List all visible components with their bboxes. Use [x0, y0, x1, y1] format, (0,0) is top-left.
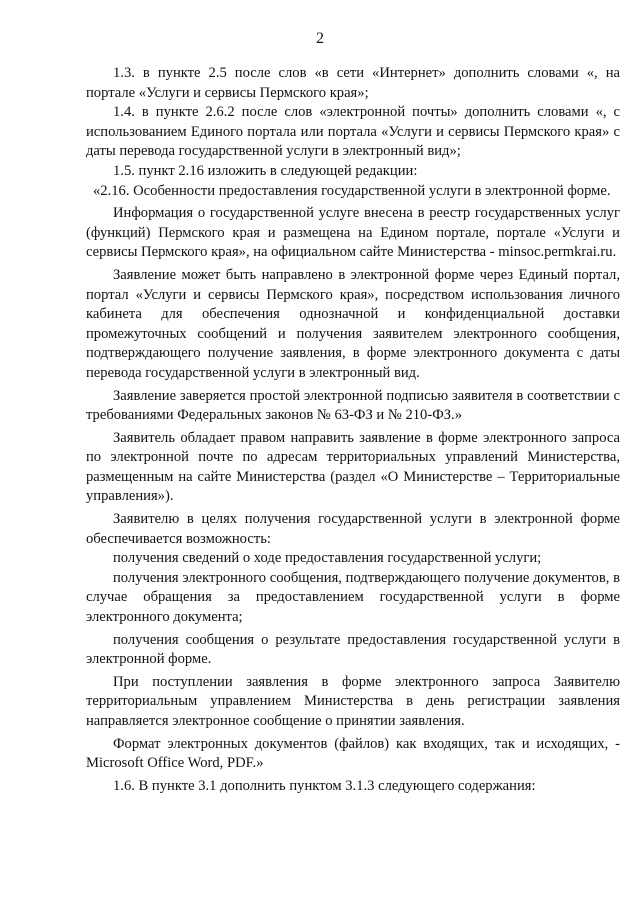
- paragraph-email-request: Заявитель обладает правом направить заявление в форме электронного запроса по электронной почте по адресам территориальных управлений Министерства, размещенным на сайте Министерства (раздел «О Министерстве – Территориальные управления»).: [86, 429, 620, 505]
- paragraph-possibility-intro: Заявителю в целях получения государственной услуги в электронной форме обеспечивается возможность:: [86, 511, 620, 547]
- paragraph-result-message: получения сообщения о результате предоставления государственной услуги в электронной форме.: [86, 631, 620, 668]
- paragraph-signature: Заявление заверяется простой электронной подписью заявителя в соответствии с требованиями Федеральных законов № 63-ФЗ и № 210-ФЗ.»: [86, 387, 620, 424]
- paragraph-info-registry: Информация о государственной услуге внесена в реестр государственных услуг (функций) Пермского края и размещена на Едином портале, портале «Услуги и сервисы Пермского края», на официальном сайте Министерства - minsoc.permkrai.ru.: [86, 205, 620, 261]
- paragraph-1-4: 1.4. в пункте 2.6.2 после слов «электронной почты» дополнить словами «, с использованием Единого портала или портала «Услуги и сервисы Пермского края» с даты перевода государственной услуги в электронный вид»;: [86, 104, 620, 160]
- paragraph-email-receipt: При поступлении заявления в форме электронного запроса Заявителю территориальным управлением Министерства в день регистрации заявления направляется электронное сообщение о принятии заявления.: [86, 673, 620, 729]
- paragraph-electronic-application: Заявление может быть направлено в электронной форме через Единый портал, портал «Услуги и сервисы Пермского края», посредством использования личного кабинета для обеспечения однозначной и конфиденциальной доставки промежуточных сообщений и получения заявителем электронного сообщения, подтверждающего получение заявления, в форме электронного документа с даты перевода государственной услуги в электронный вид.: [86, 266, 620, 381]
- document-body: [86, 64, 620, 799]
- paragraph-1-5: 1.5. пункт 2.16 изложить в следующей редакции:: [113, 162, 418, 179]
- page-number: 2: [316, 30, 324, 47]
- paragraph-file-formats: Формат электронных документов (файлов) как входящих, так и исходящих, - Microsoft Office Word, PDF.»: [86, 735, 620, 772]
- paragraph-2-16-heading: «2.16. Особенности предоставления государственной услуги в электронной форме.: [93, 182, 611, 199]
- paragraph-confirmation-message: получения электронного сообщения, подтверждающего получение документов, в случае обращения за предоставлением государственной услуги в форме электронного документа;: [86, 569, 620, 626]
- paragraph-1-3: 1.3. в пункте 2.5 после слов «в сети «Интернет» дополнить словами «, на портале «Услуги и сервисы Пермского края»;: [86, 65, 620, 101]
- paragraph-progress-info: получения сведений о ходе предоставления государственной услуги;: [113, 550, 542, 567]
- paragraph-1-6: 1.6. В пункте 3.1 дополнить пунктом 3.1.3 следующего содержания:: [113, 777, 536, 794]
